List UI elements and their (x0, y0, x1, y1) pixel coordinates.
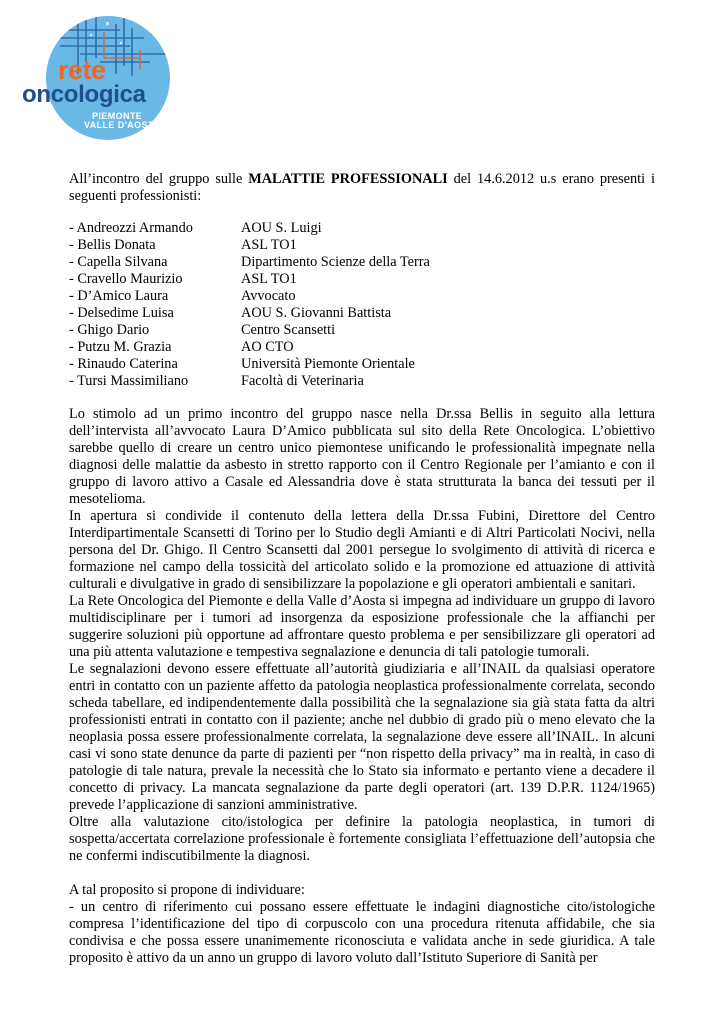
participant-affiliation: Facoltà di Veterinaria (241, 373, 364, 389)
intro-text-start: All’incontro del gruppo sulle (69, 171, 249, 187)
logo-wordmark-rete: rete (58, 55, 106, 85)
participant-row (69, 373, 655, 390)
paragraph-origin: Lo stimolo ad un primo incontro del gruppo nasce nella Dr.ssa Bellis in seguito alla lettura dell’intervista all’avvocato Laura D’Amico pubblicata sul sito della Rete Oncologica. L’obiettivo sarebbe quello di creare un centro unico piemontese unificando le professionalità impegnate nella diagnosi delle malattie da asbesto in stretto rapporto con il Centro Regionale per l’amianto e con il gruppo di lavoro attivo a Casale ed Alessandria dove è stata strutturata la banca dei tessuti per il mesotelioma. (69, 406, 655, 507)
participant-name: - Cravello Maurizio (69, 271, 183, 287)
body-text (69, 406, 655, 967)
participant-row (69, 271, 655, 288)
participant-row (69, 356, 655, 373)
logo-region-piemonte: PIEMONTE (92, 111, 143, 121)
participant-name: - Delsedime Luisa (69, 305, 174, 321)
participant-affiliation: AO CTO (241, 339, 294, 355)
participant-affiliation: ASL TO1 (241, 271, 297, 287)
participants-list (69, 220, 655, 390)
paragraph-autopsy: Oltre alla valutazione cito/istologica per definire la patologia neoplastica, in tumori di sospetta/accertata correlazione professionale è fortemente consigliata l’effettuazione dell’autopsia che ne confermi indiscutibilmente la diagnosi. (69, 814, 655, 864)
participant-name: - Andreozzi Armando (69, 220, 193, 236)
participant-affiliation: Università Piemonte Orientale (241, 356, 415, 372)
participant-name: - Rinaudo Caterina (69, 356, 178, 372)
participant-row (69, 237, 655, 254)
participant-affiliation: Avvocato (241, 288, 296, 304)
participant-row (69, 322, 655, 339)
participant-row (69, 254, 655, 271)
participant-affiliation: ASL TO1 (241, 237, 297, 253)
paragraph-spacer (69, 865, 655, 882)
participant-row (69, 305, 655, 322)
intro-text-end: del 14.6.2012 u.s erano presenti i seguenti professionisti: (69, 171, 655, 204)
meeting-topic: MALATTIE PROFESSIONALI (248, 171, 448, 187)
intro-paragraph (69, 171, 655, 205)
paragraph-rete-commitment: La Rete Oncologica del Piemonte e della Valle d’Aosta si impegna ad individuare un gruppo di lavoro multidisciplinare per i tumori ad insorgenza da esposizione professionale che la affianchi per suggerire soluzioni più opportune ad affrontare questo problema e per sensibilizzare gli operatori ad una più attenta valutazione e tempestiva segnalazione e denuncia di tali patologie tumorali. (69, 593, 655, 660)
participant-row (69, 288, 655, 305)
participant-affiliation: AOU S. Luigi (241, 220, 322, 236)
proposal-intro: A tal proposito si propone di individuare: (69, 882, 305, 898)
paragraph-scansetti: In apertura si condivide il contenuto della lettera della Dr.ssa Fubini, Direttore del Centro Interdipartimentale Scansetti di Torino per lo Studio degli Amianti e di Altri Particolati Nocivi, nella persona del Dr. Ghigo. Il Centro Scansetti dal 2001 persegue lo svolgimento di attività di ricerca e formazione nel campo della tossicità del articolato solido e la promozione ed attuazione di attività culturali e divulgative in grado di sensibilizzare la popolazione e gli operatori ambientali e sanitari. (69, 508, 655, 592)
participant-name: - Bellis Donata (69, 237, 156, 253)
participant-affiliation: Centro Scansetti (241, 322, 336, 338)
participant-row (69, 220, 655, 237)
participant-affiliation: AOU S. Giovanni Battista (241, 305, 392, 321)
logo-region-valle-aosta: VALLE D'AOSTA (84, 120, 161, 130)
participant-affiliation: Dipartimento Scienze della Terra (241, 254, 430, 270)
participant-name: - Putzu M. Grazia (69, 339, 172, 355)
participant-name: - D’Amico Laura (69, 288, 169, 304)
participant-row (69, 339, 655, 356)
proposal-item-1: - un centro di riferimento cui possano essere effettuate le indagini diagnostiche cito/istologiche compresa l’identificazione del tipo di corpuscolo con una procedura ritenuta affidabile, che sia condivisa e che possa essere unanimemente riconosciuta e validata anche in sede giuridica. A tale proposito è attivo da un anno un gruppo di lavoro voluto dall’Istituto Superiore di Sanità per (69, 899, 655, 966)
participant-name: - Capella Silvana (69, 254, 168, 270)
participant-name: - Ghigo Dario (69, 322, 150, 338)
paragraph-reporting: Le segnalazioni devono essere effettuate all’autorità giudiziaria e all’INAIL da qualsiasi operatore entri in contatto con un paziente affetto da patologia neoplastica professionalmente correlata, secondo scheda tabellare, ed indipendentemente dalla possibilità che la segnalazione sia già stata fatta da altri professionisti entrati in contatto con il paziente; anche nel dubbio di grado più o meno elevato che la neoplasia possa essere professionalmente correlata, la segnalazione deve essere all’INAIL. In alcuni casi vi sono state denunce da parte di pazienti per “non rispetto della privacy” ma in realtà, in caso di patologie di tale natura, prevale la necessità che lo Stato sia informato e pertanto viene a decadere il concetto di privacy. La mancata segnalazione da parte degli operatori (art. 139 D.P.R. 1124/1965) prevede l’applicazione di sanzioni amministrative. (69, 661, 655, 813)
logo-wordmark-oncologica: oncologica (22, 81, 146, 108)
participant-name: - Tursi Massimiliano (69, 373, 189, 389)
